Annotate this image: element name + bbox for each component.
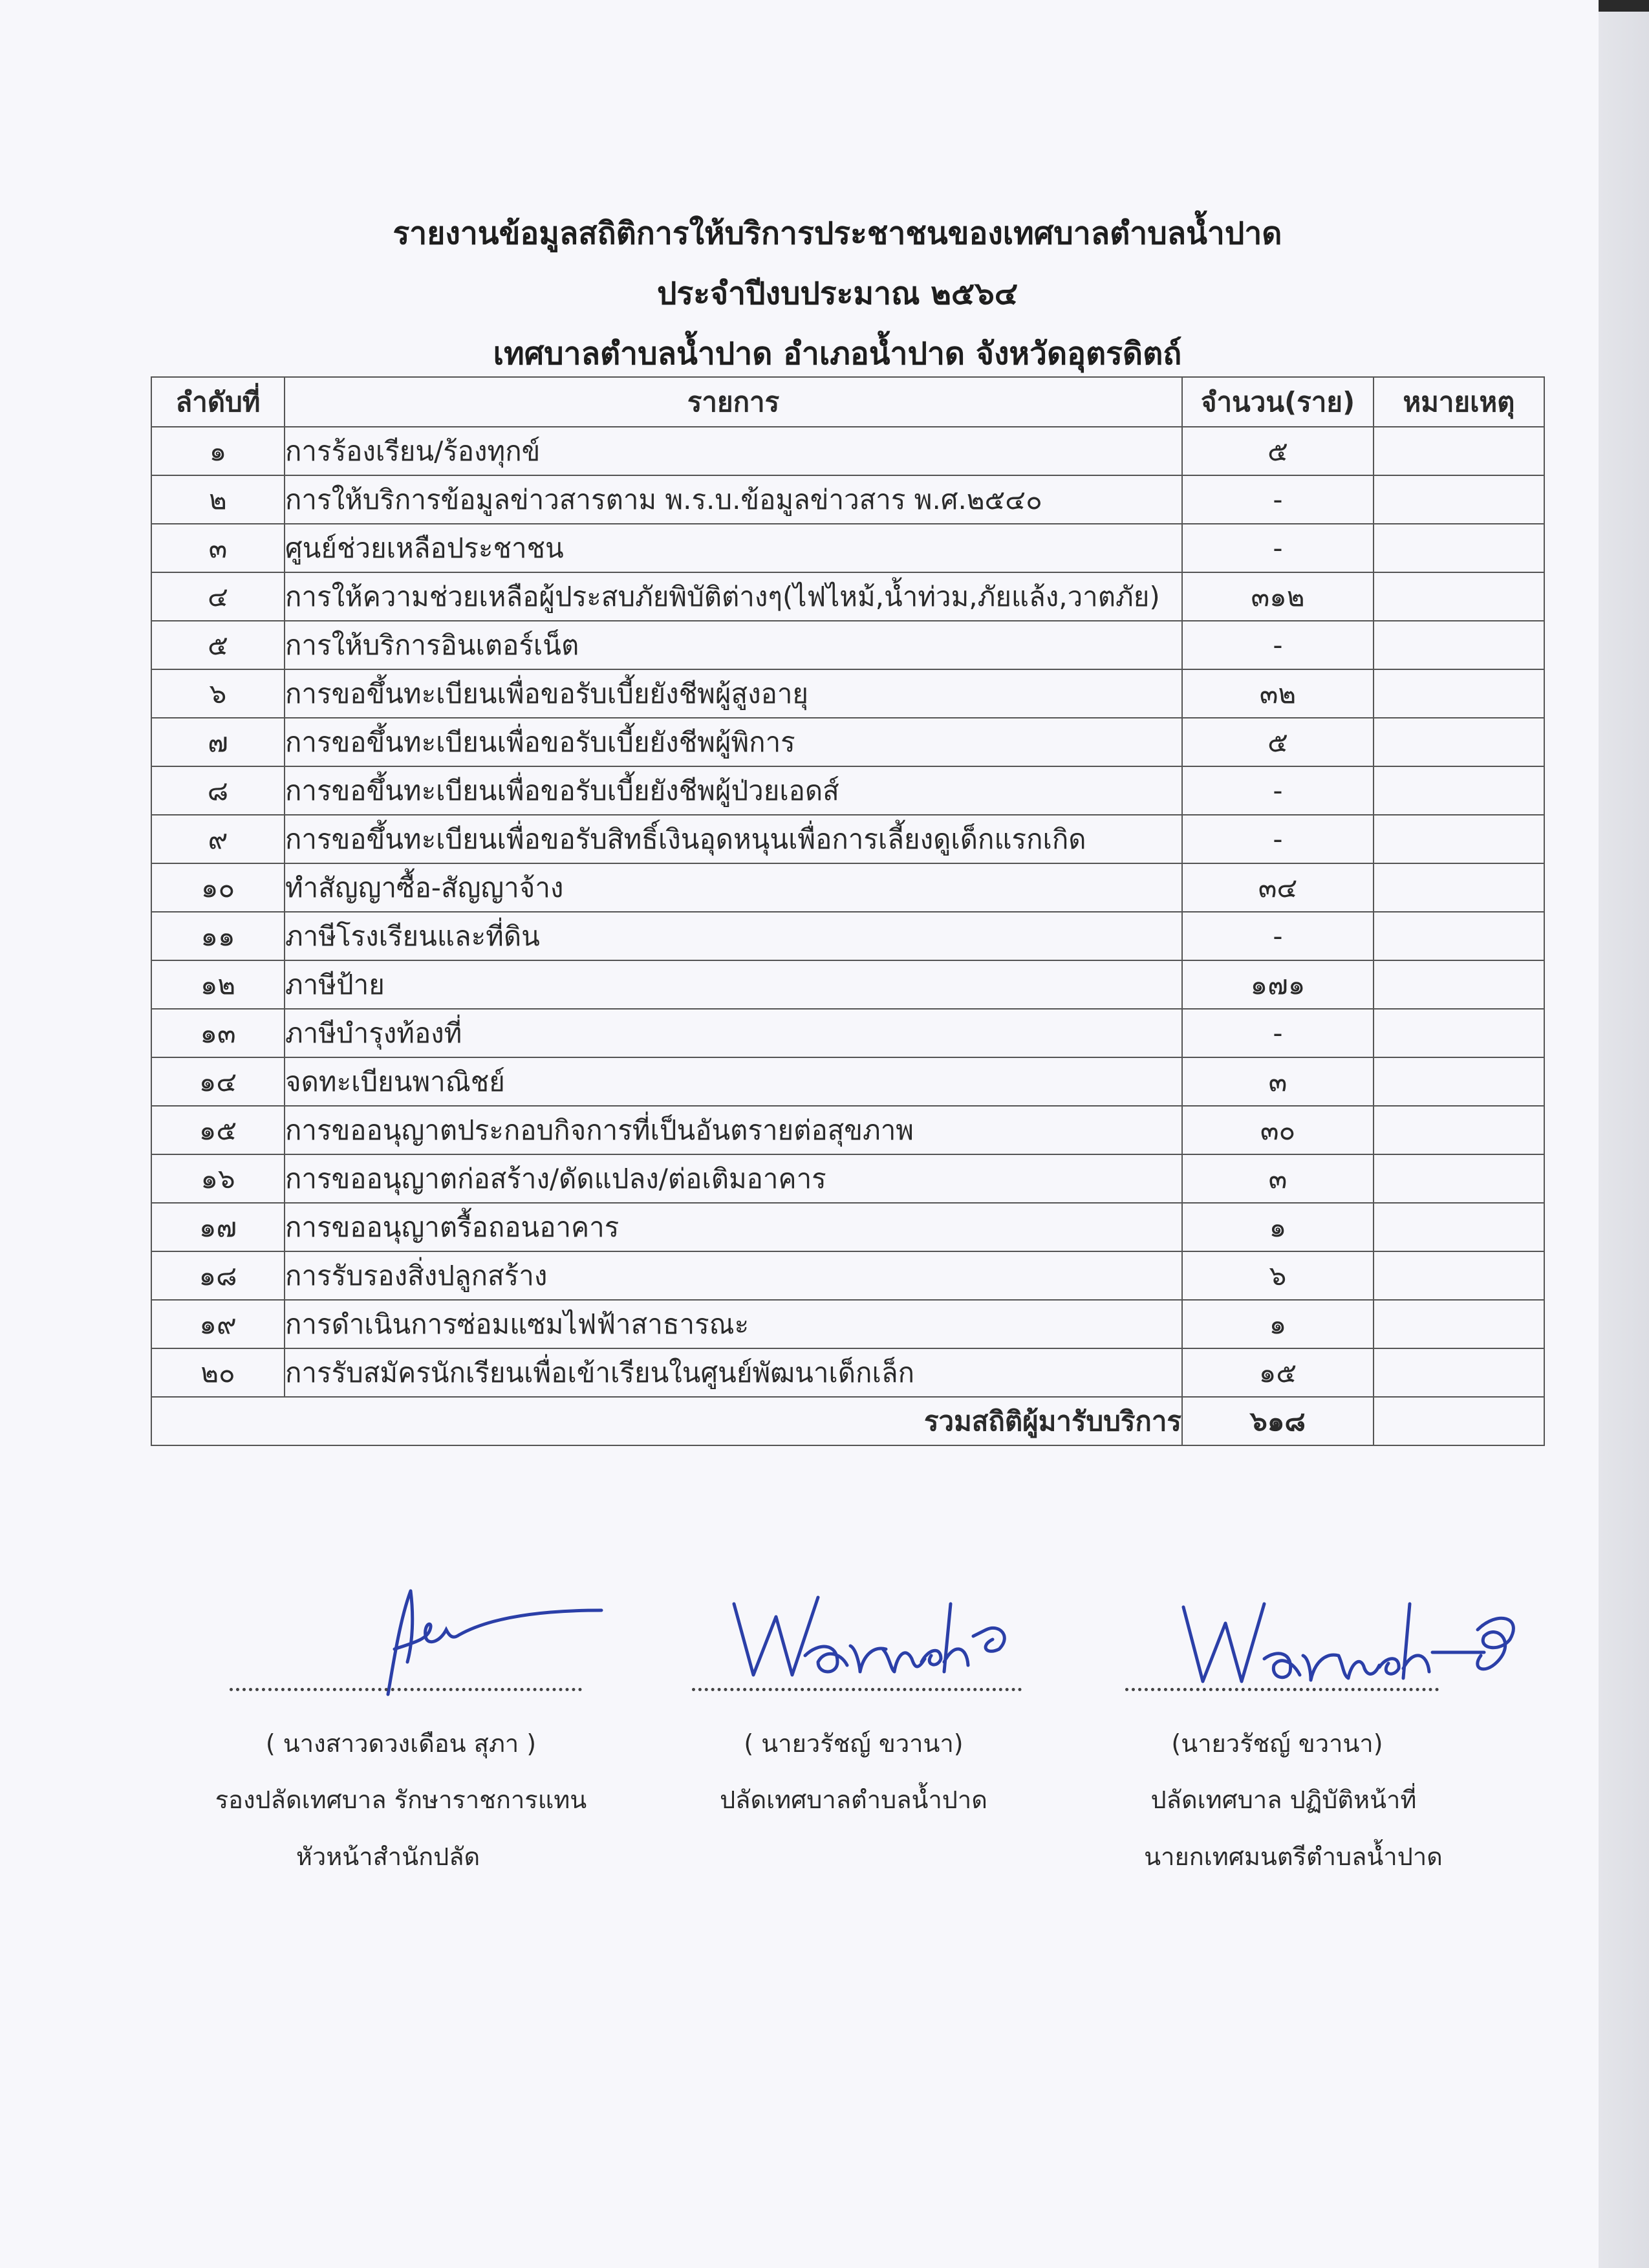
row-item: จดทะเบียนพาณิชย์ [285,1057,1182,1106]
table-row [151,621,1544,669]
table-row [151,669,1544,718]
row-item: การรับรองสิ่งปลูกสร้าง [285,1251,1182,1300]
row-note [1374,766,1544,815]
header-amount: จำนวน(ราย) [1182,377,1374,427]
table-row [151,718,1544,766]
row-amount: ๓๒ [1182,669,1374,718]
table-row [151,1009,1544,1057]
row-amount: - [1182,766,1374,815]
row-number: ๑๗ [151,1203,285,1251]
total-label: รวมสถิติผู้มารับบริการ [151,1397,1182,1445]
row-note [1374,1203,1544,1251]
row-number: ๓ [151,524,285,572]
table-row [151,1300,1544,1348]
row-amount: ๖ [1182,1251,1374,1300]
row-note [1374,912,1544,960]
row-number: ๕ [151,621,285,669]
row-note [1374,863,1544,912]
signer-1-name: ( นางสาวดวงเดือน สุภา ) [265,1729,537,1758]
table-row [151,1057,1544,1106]
row-note [1374,1348,1544,1397]
row-number: ๑๔ [151,1057,285,1106]
report-fiscal-year: ประจำปีงบประมาณ ๒๕๖๔ [656,275,1018,312]
table-row [151,766,1544,815]
table-row [151,1106,1544,1154]
row-number: ๒ [151,475,285,524]
row-item: การขออนุญาตรื้อถอนอาคาร [285,1203,1182,1251]
signature-line-1 [230,1688,582,1691]
signature-line-2 [692,1688,1022,1691]
row-note [1374,1106,1544,1154]
row-number: ๒๐ [151,1348,285,1397]
row-item: การให้บริการข้อมูลข่าวสารตาม พ.ร.บ.ข้อมูลข่าวสาร พ.ศ.๒๕๔๐ [285,475,1182,524]
row-item: การร้องเรียน/ร้องทุกข์ [285,427,1182,475]
row-amount: ๕ [1182,427,1374,475]
row-amount: ๓ [1182,1154,1374,1203]
table-row [151,427,1544,475]
row-note [1374,718,1544,766]
statistics-table [151,376,1545,1446]
row-note [1374,1009,1544,1057]
row-item: ภาษีบำรุงท้องที่ [285,1009,1182,1057]
row-amount: ๑ [1182,1300,1374,1348]
row-item: การขอขึ้นทะเบียนเพื่อขอรับเบี้ยยังชีพผู้พิการ [285,718,1182,766]
row-note [1374,1251,1544,1300]
row-amount: - [1182,621,1374,669]
signer-2-name: ( นายวรัชญ์ ขวานา) [744,1729,964,1758]
report-organization: เทศบาลตำบลน้ำปาด อำเภอน้ำปาด จังหวัดอุตรดิตถ์ [493,336,1182,372]
row-item: การให้ความช่วยเหลือผู้ประสบภัยพิบัติต่างๆ(ไฟไหม้,น้ำท่วม,ภัยแล้ง,วาตภัย) [285,572,1182,621]
row-number: ๑๘ [151,1251,285,1300]
row-amount: ๓๔ [1182,863,1374,912]
row-note [1374,572,1544,621]
total-note [1374,1397,1544,1445]
row-note [1374,524,1544,572]
row-number: ๑๑ [151,912,285,960]
row-note [1374,1057,1544,1106]
table-row [151,912,1544,960]
row-note [1374,1300,1544,1348]
table-row [151,863,1544,912]
row-note [1374,427,1544,475]
row-item: ภาษีโรงเรียนและที่ดิน [285,912,1182,960]
row-amount: ๑ [1182,1203,1374,1251]
row-number: ๗ [151,718,285,766]
row-amount: ๕ [1182,718,1374,766]
row-number: ๑๐ [151,863,285,912]
row-amount: ๑๗๑ [1182,960,1374,1009]
table-header-row [151,377,1544,427]
header-no: ลำดับที่ [151,377,285,427]
row-item: การขอขึ้นทะเบียนเพื่อขอรับเบี้ยยังชีพผู้สูงอายุ [285,669,1182,718]
row-item: การขออนุญาตก่อสร้าง/ดัดแปลง/ต่อเติมอาคาร [285,1154,1182,1203]
row-amount: - [1182,1009,1374,1057]
signature-section [0,1578,1649,1901]
row-item: การขอขึ้นทะเบียนเพื่อขอรับสิทธิ์เงินอุดหนุนเพื่อการเลี้ยงดูเด็กแรกเกิด [285,815,1182,863]
signature-line-3 [1125,1688,1439,1691]
signer-3-position: ปลัดเทศบาล ปฏิบัติหน้าที่ [1150,1786,1417,1814]
row-note [1374,815,1544,863]
total-value: ๖๑๘ [1182,1397,1374,1445]
row-amount: - [1182,815,1374,863]
signer-1-position-2: หัวหน้าสำนักปลัด [296,1842,480,1871]
handwritten-signature-3 [1174,1591,1536,1694]
total-row [151,1397,1544,1445]
signer-2-position: ปลัดเทศบาลตำบลน้ำปาด [720,1786,987,1814]
row-note [1374,475,1544,524]
row-number: ๑๖ [151,1154,285,1203]
row-amount: ๓๑๒ [1182,572,1374,621]
header-note: หมายเหตุ [1374,377,1544,427]
table-row [151,1154,1544,1203]
row-item: การขออนุญาตประกอบกิจการที่เป็นอันตรายต่อสุขภาพ [285,1106,1182,1154]
row-number: ๑๒ [151,960,285,1009]
row-number: ๑๕ [151,1106,285,1154]
row-amount: ๑๕ [1182,1348,1374,1397]
table-row [151,815,1544,863]
row-note [1374,669,1544,718]
table-row [151,1348,1544,1397]
table-row [151,475,1544,524]
table-row [151,572,1544,621]
row-item: การรับสมัครนักเรียนเพื่อเข้าเรียนในศูนย์พัฒนาเด็กเล็ก [285,1348,1182,1397]
row-item: การให้บริการอินเตอร์เน็ต [285,621,1182,669]
row-item: ศูนย์ช่วยเหลือประชาชน [285,524,1182,572]
handwritten-signature-2 [727,1584,1025,1688]
header-item: รายการ [285,377,1182,427]
row-number: ๖ [151,669,285,718]
row-number: ๑ [151,427,285,475]
table-row [151,524,1544,572]
row-note [1374,1154,1544,1203]
row-amount: ๓๐ [1182,1106,1374,1154]
report-header [0,204,1649,384]
row-number: ๑๙ [151,1300,285,1348]
row-number: ๘ [151,766,285,815]
table-row [151,1251,1544,1300]
signer-3-name: (นายวรัชญ์ ขวานา) [1171,1729,1383,1758]
report-title: รายงานข้อมูลสถิติการให้บริการประชาชนของเทศบาลตำบลน้ำปาด [393,215,1282,252]
row-number: ๔ [151,572,285,621]
row-item: การขอขึ้นทะเบียนเพื่อขอรับเบี้ยยังชีพผู้ป่วยเอดส์ [285,766,1182,815]
signer-3-position-2: นายกเทศมนตรีตำบลน้ำปาด [1144,1842,1443,1871]
table-row [151,960,1544,1009]
scan-edge-mark [1599,0,1649,12]
row-item: การดำเนินการซ่อมแซมไฟฟ้าสาธารณะ [285,1300,1182,1348]
row-amount: ๓ [1182,1057,1374,1106]
row-amount: - [1182,524,1374,572]
row-number: ๙ [151,815,285,863]
row-amount: - [1182,475,1374,524]
row-number: ๑๓ [151,1009,285,1057]
row-amount: - [1182,912,1374,960]
row-item: ภาษีป้าย [285,960,1182,1009]
signer-1-position: รองปลัดเทศบาล รักษาราชการแทน [215,1786,587,1814]
row-note [1374,621,1544,669]
table-body [151,427,1544,1397]
table-row [151,1203,1544,1251]
row-item: ทำสัญญาซื้อ-สัญญาจ้าง [285,863,1182,912]
row-note [1374,960,1544,1009]
